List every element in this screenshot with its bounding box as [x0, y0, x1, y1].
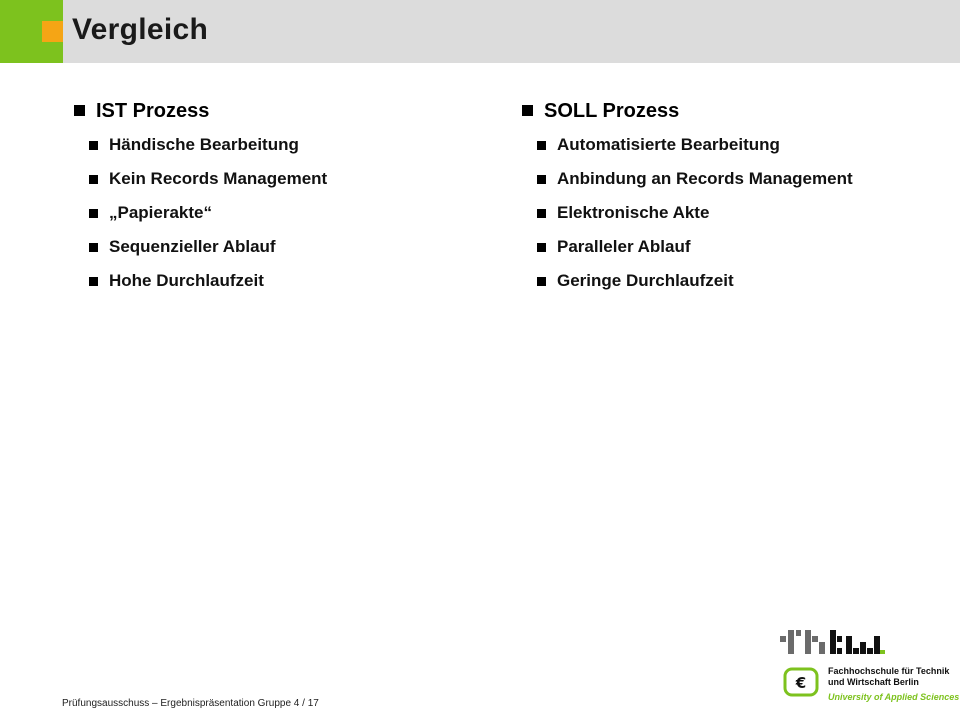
- ist-column: [72, 94, 492, 298]
- list-item: [72, 162, 492, 196]
- htw-logo: [780, 628, 960, 712]
- square-bullet-icon: [537, 243, 546, 252]
- list-item-label: Hohe Durchlaufzeit: [109, 271, 264, 290]
- logo-institution-name: [828, 666, 949, 688]
- list-item-label: Paralleler Ablauf: [557, 237, 691, 256]
- list-item: [520, 128, 940, 162]
- square-bullet-icon: [537, 209, 546, 218]
- soll-heading: [520, 94, 940, 128]
- square-bullet-icon: [89, 209, 98, 218]
- svg-text:€: €: [795, 674, 807, 692]
- soll-list: [520, 128, 940, 298]
- soll-heading-label: SOLL Prozess: [544, 100, 680, 122]
- list-item-label: Händische Bearbeitung: [109, 135, 299, 154]
- list-item: [520, 196, 940, 230]
- list-item: [520, 264, 940, 298]
- list-item: [72, 264, 492, 298]
- list-item: [72, 128, 492, 162]
- orange-accent-square: [42, 21, 63, 42]
- square-bullet-icon: [89, 141, 98, 150]
- htw-logo-mark-icon: [780, 628, 885, 660]
- square-bullet-icon: [537, 141, 546, 150]
- logo-tagline: University of Applied Sciences: [828, 692, 960, 702]
- square-bullet-icon: [537, 175, 546, 184]
- logo-name-line2: und Wirtschaft Berlin: [828, 677, 919, 687]
- footer-caption: Prüfungsausschuss – Ergebnispräsentation Gruppe 4 / 17: [62, 698, 319, 709]
- ist-list: [72, 128, 492, 298]
- ist-heading-label: IST Prozess: [96, 100, 210, 122]
- list-item: [520, 162, 940, 196]
- square-bullet-icon: [89, 277, 98, 286]
- list-item-label: Automatisierte Bearbeitung: [557, 135, 780, 154]
- soll-column: [520, 94, 940, 298]
- list-item: [72, 230, 492, 264]
- square-bullet-icon: [89, 175, 98, 184]
- list-item-label: Anbindung an Records Management: [557, 169, 853, 188]
- slide-title: Vergleich: [72, 13, 209, 46]
- list-item-label: Geringe Durchlaufzeit: [557, 271, 734, 290]
- square-bullet-icon: [537, 277, 546, 286]
- list-item-label: Elektronische Akte: [557, 203, 710, 222]
- euro-icon: [783, 666, 819, 698]
- square-bullet-icon: [74, 105, 85, 116]
- list-item: [520, 230, 940, 264]
- list-item-label: „Papierakte“: [109, 203, 212, 222]
- ist-heading: [72, 94, 492, 128]
- list-item-label: Kein Records Management: [109, 169, 328, 188]
- square-bullet-icon: [522, 105, 533, 116]
- list-item-label: Sequenzieller Ablauf: [109, 237, 276, 256]
- square-bullet-icon: [89, 243, 98, 252]
- list-item: [72, 196, 492, 230]
- logo-name-line1: Fachhochschule für Technik: [828, 666, 950, 676]
